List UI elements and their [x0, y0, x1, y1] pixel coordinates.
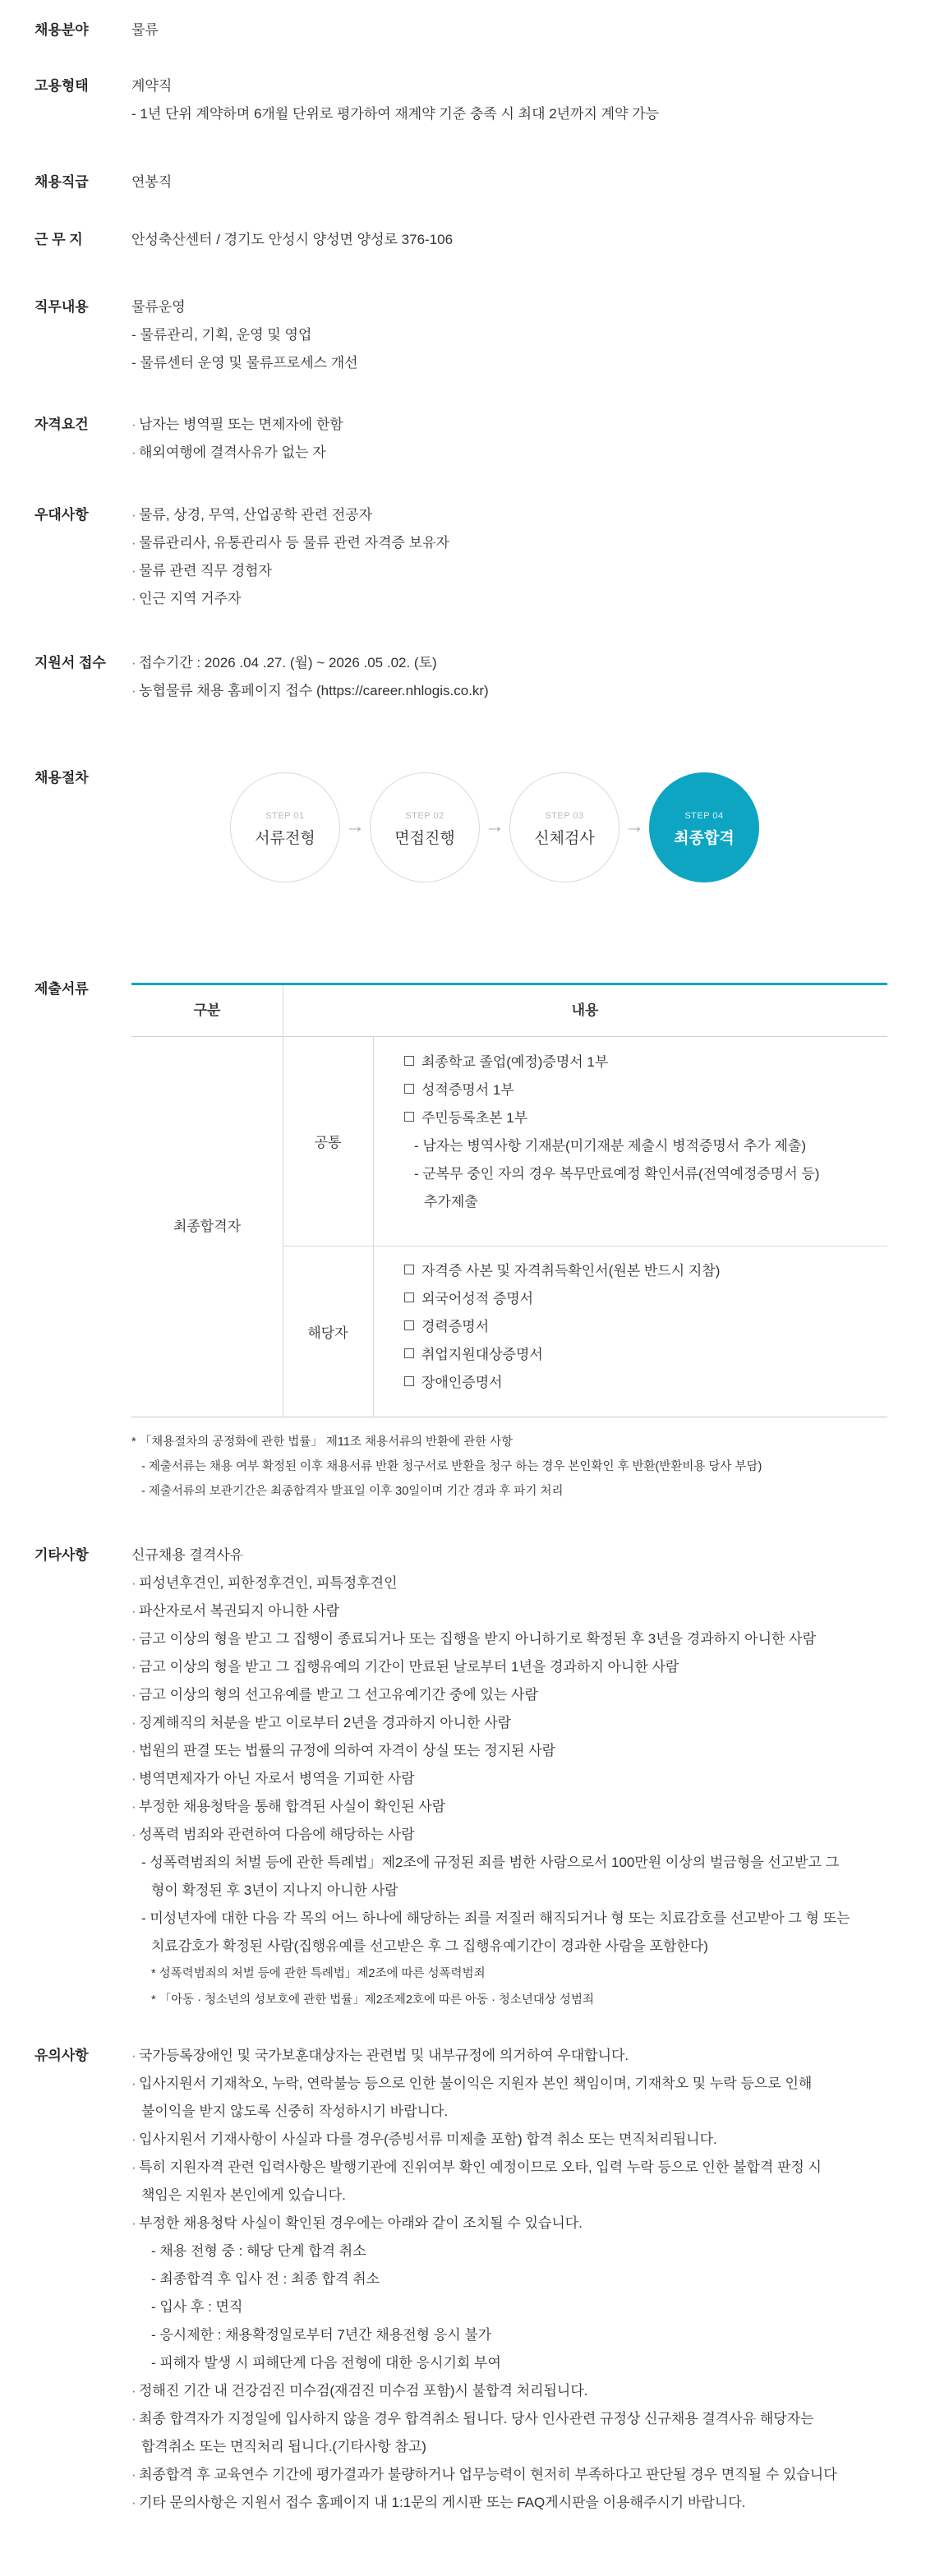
- disqualification-sub-item: - 미성년자에 대한 다음 각 목의 어느 하나에 해당하는 죄를 저질러 해직되거나 형 또는 치료감호를 선고받아 그 형 또는: [141, 1910, 850, 1926]
- cautions-body: [131, 2042, 887, 2517]
- step-document-screening: [230, 772, 340, 882]
- footnote: - 제출서류의 보관기간은 최종합격자 발표일 이후 30일이며 기간 경과 후 파기 처리: [141, 1485, 564, 1498]
- caution-item: · 입사지원서 기재착오, 누락, 연락불능 등으로 인한 불이익은 지원자 본인 책임이며, 기재착오 및 누락 등으로 인해: [131, 2070, 887, 2098]
- disqualification-sub-item: 형이 확정된 후 3년이 지나지 아니한 사람: [151, 1882, 398, 1898]
- duties-label: 직무내용: [35, 299, 89, 315]
- caution-item: · 정해진 기간 내 건강검진 미수검(재검진 미수검 포함)시 불합격 처리됩니다.: [131, 2377, 887, 2405]
- qualification-item: · 해외여행에 결격사유가 없는 자: [131, 439, 887, 467]
- procedure-steps: [230, 772, 805, 887]
- caution-item: · 특히 지원자격 관련 입력사항은 발행기관에 진위여부 확인 예정이므로 오타, 입력 누락 등으로 인한 불합격 판정 시: [131, 2154, 887, 2182]
- step-number: STEP 01: [265, 811, 305, 821]
- step-name: 면접진행: [394, 830, 455, 847]
- document-item: 장애인증명서: [404, 1369, 720, 1397]
- common-label: 공통: [314, 1135, 342, 1150]
- disqualification-item: · 법원의 판결 또는 법률의 규정에 의하여 자격이 상실 또는 정지된 사람: [131, 1737, 887, 1765]
- duties-line: 물류운영: [131, 299, 186, 315]
- caution-item: · 최종합격 후 교육연수 기간에 평가결과가 불량하거나 업무능력이 현저히 부족하다고 판단될 경우 면직될 수 있습니다: [131, 2461, 887, 2489]
- application-label: 지원서 접수: [35, 655, 106, 670]
- caution-item: - 응시제한 : 채용확정일로부터 7년간 채용전형 응시 불가: [151, 2327, 492, 2343]
- disqualification-item: · 피성년후견인, 피한정후견인, 피특정후견인: [131, 1569, 887, 1597]
- job-grade-value: 연봉직: [131, 174, 173, 190]
- step-number: STEP 03: [545, 811, 584, 821]
- caution-item: 합격취소 또는 면직처리 됩니다.(기타사항 참고): [141, 2439, 426, 2454]
- qualification-item: · 남자는 병역필 또는 면제자에 한함: [131, 411, 887, 439]
- document-note: - 군복무 중인 자의 경우 복무만료예정 확인서류(전역예정증명서 등): [414, 1166, 820, 1182]
- disqualification-note: * 성폭력범죄의 처벌 등에 관한 특례법」제2조에 따른 성폭력범죄: [151, 1967, 486, 1980]
- document-item: 경력증명서: [404, 1313, 720, 1341]
- procedure-label: 채용절차: [35, 770, 89, 786]
- caution-item: · 부정한 채용청탁 사실이 확인된 경우에는 아래와 같이 조치될 수 있습니다.: [131, 2210, 887, 2237]
- document-note: 추가제출: [424, 1194, 478, 1210]
- recruit-field-label: 채용분야: [35, 22, 89, 38]
- caution-item: - 피해자 발생 시 피해단계 다음 전형에 대한 응시기회 부여: [151, 2355, 501, 2371]
- caution-item: · 기타 문의사항은 지원서 접수 홈페이지 내 1:1문의 게시판 또는 FAQ게시판을 이용해주시기 바랍니다.: [131, 2489, 887, 2517]
- employment-type-label: 고용형태: [35, 78, 89, 94]
- caution-item: - 채용 전형 중 : 해당 단계 합격 취소: [151, 2243, 366, 2259]
- header-category: 구분: [193, 1002, 221, 1018]
- document-item: 최종학교 졸업(예정)증명서 1부: [404, 1048, 819, 1076]
- duties-line: - 물류센터 운영 및 물류프로세스 개선: [131, 355, 358, 371]
- document-item: 외국어성적 증명서: [404, 1285, 720, 1313]
- document-item: 취업지원대상증명서: [404, 1341, 720, 1369]
- arrow-right-icon: →: [485, 815, 504, 837]
- table-divider: [373, 1037, 374, 1417]
- preference-item: · 인근 지역 거주자: [131, 585, 887, 613]
- other-label: 기타사항: [35, 1547, 89, 1563]
- footnote: - 제출서류는 채용 여부 확정된 이후 채용서류 반환 청구서로 반환을 청구 하는 경우 본인확인 후 반환(반환비용 당사 부담): [141, 1460, 762, 1473]
- preference-item: · 물류, 상경, 무역, 산업공학 관련 전공자: [131, 501, 887, 529]
- document-item: 성적증명서 1부: [404, 1076, 819, 1104]
- disqualification-item: · 금고 이상의 형의 선고유예를 받고 그 선고유예기간 중에 있는 사람: [131, 1681, 887, 1709]
- disqualification-item: · 병역면제자가 아닌 자로서 병역을 기피한 사람: [131, 1765, 887, 1793]
- common-items: [404, 1048, 819, 1216]
- preference-item: · 물류관리사, 유통관리사 등 물류 관련 자격증 보유자: [131, 529, 887, 557]
- disqualification-sub-item: 치료감호가 확정된 사람(집행유예를 선고받은 후 그 집행유예기간이 경과한 사람을 포함한다): [151, 1938, 708, 1954]
- application-period: · 접수기간 : 2026 .04 .27. (월) ~ 2026 .05 .02. (토): [131, 649, 887, 677]
- applicable-label: 해당자: [307, 1325, 348, 1341]
- documents-label: 제출서류: [35, 981, 89, 997]
- qualifications-label: 자격요건: [35, 417, 89, 432]
- duties-line: - 물류관리, 기획, 운영 및 영업: [131, 327, 312, 343]
- caution-item: · 최종 합격자가 지정일에 입사하지 않을 경우 합격취소 됩니다. 당사 인사관련 규정상 신규채용 결격사유 해당자는: [131, 2405, 887, 2433]
- header-content: 내용: [571, 1002, 599, 1018]
- disqualification-item: · 금고 이상의 형을 받고 그 집행이 종료되거나 또는 집행을 받지 아니하기로 확정된 후 3년을 경과하지 아니한 사람: [131, 1625, 887, 1653]
- table-header: [131, 983, 887, 1037]
- disqualification-item: · 금고 이상의 형을 받고 그 집행유예의 기간이 만료된 날로부터 1년을 경과하지 아니한 사람: [131, 1653, 887, 1681]
- cautions-label: 유의사항: [35, 2048, 89, 2063]
- document-item: 주민등록초본 1부: [404, 1104, 819, 1132]
- applicable-items: [404, 1257, 720, 1397]
- workplace-label: 근 무 지: [35, 232, 83, 247]
- step-number: STEP 04: [684, 811, 724, 821]
- employment-type-line: 계약직: [131, 78, 173, 94]
- preferences-label: 우대사항: [35, 507, 89, 523]
- caution-item: · 입사지원서 기재사항이 사실과 다를 경우(증빙서류 미제출 포함) 합격 취소 또는 면직처리됩니다.: [131, 2126, 887, 2154]
- workplace-value: 안성축산센터 / 경기도 안성시 양성면 양성로 376-106: [131, 232, 454, 247]
- arrow-right-icon: →: [345, 815, 365, 837]
- disqualification-item: · 부정한 채용청탁을 통해 합격된 사실이 확인된 사람: [131, 1793, 887, 1821]
- footnote: * 「채용절차의 공정화에 관한 법률」 제11조 채용서류의 반환에 관한 사항: [131, 1435, 514, 1449]
- step-name: 서류전형: [255, 830, 316, 847]
- step-final-pass: [649, 772, 759, 882]
- table-divider: [283, 1246, 887, 1247]
- caution-item: - 입사 후 : 면직: [151, 2299, 243, 2315]
- caution-item: 책임은 지원자 본인에게 있습니다.: [141, 2187, 346, 2203]
- caution-item: 불이익을 받지 않도록 신중히 작성하시기 바랍니다.: [141, 2104, 449, 2119]
- document-note: - 남자는 병역사항 기재분(미기재분 제출시 병적증명서 추가 제출): [414, 1138, 807, 1154]
- job-grade-label: 채용직급: [35, 174, 89, 190]
- preference-item: · 물류 관련 직무 경험자: [131, 557, 887, 585]
- step-name: 신체검사: [534, 830, 595, 847]
- disqualification-note: * 「아동 · 청소년의 성보호에 관한 법률」제2조제2호에 따른 아동 · 청소년대상 성범죄: [151, 1993, 594, 2007]
- row-label-final: 최종합격자: [173, 1219, 242, 1234]
- step-physical-exam: [509, 772, 619, 882]
- disqualification-item: · 성폭력 범죄와 관련하여 다음에 해당하는 사람: [131, 1821, 887, 1849]
- recruit-field-value: 물류: [131, 22, 159, 38]
- step-name: 최종합격: [674, 830, 735, 847]
- employment-type-line: - 1년 단위 계약하며 6개월 단위로 평가하여 재계약 기준 충족 시 최대 2년까지 계약 가능: [131, 106, 660, 122]
- caution-item: · 국가등록장애인 및 국가보훈대상자는 관련법 및 내부규정에 의거하여 우대합니다.: [131, 2042, 887, 2070]
- document-item: 자격증 사본 및 자격취득확인서(원본 반드시 지참): [404, 1257, 720, 1285]
- caution-item: - 최종합격 후 입사 전 : 최종 합격 취소: [151, 2271, 380, 2287]
- disqualification-item: · 징계해직의 처분을 받고 이로부터 2년을 경과하지 아니한 사람: [131, 1709, 887, 1737]
- disqualification-item: · 파산자로서 복권되지 아니한 사람: [131, 1597, 887, 1625]
- application-homepage: · 농협물류 채용 홈페이지 접수 (https://career.nhlogis.co.kr): [131, 677, 887, 705]
- step-interview: [370, 772, 480, 882]
- arrow-right-icon: →: [624, 815, 644, 837]
- step-number: STEP 02: [405, 811, 444, 821]
- disqualification-sub-item: - 성폭력범죄의 처벌 등에 관한 특례법」제2조에 규정된 죄를 범한 사람으로서 100만원 이상의 벌금형을 선고받고 그: [141, 1855, 840, 1870]
- other-heading: 신규채용 결격사유: [131, 1547, 244, 1563]
